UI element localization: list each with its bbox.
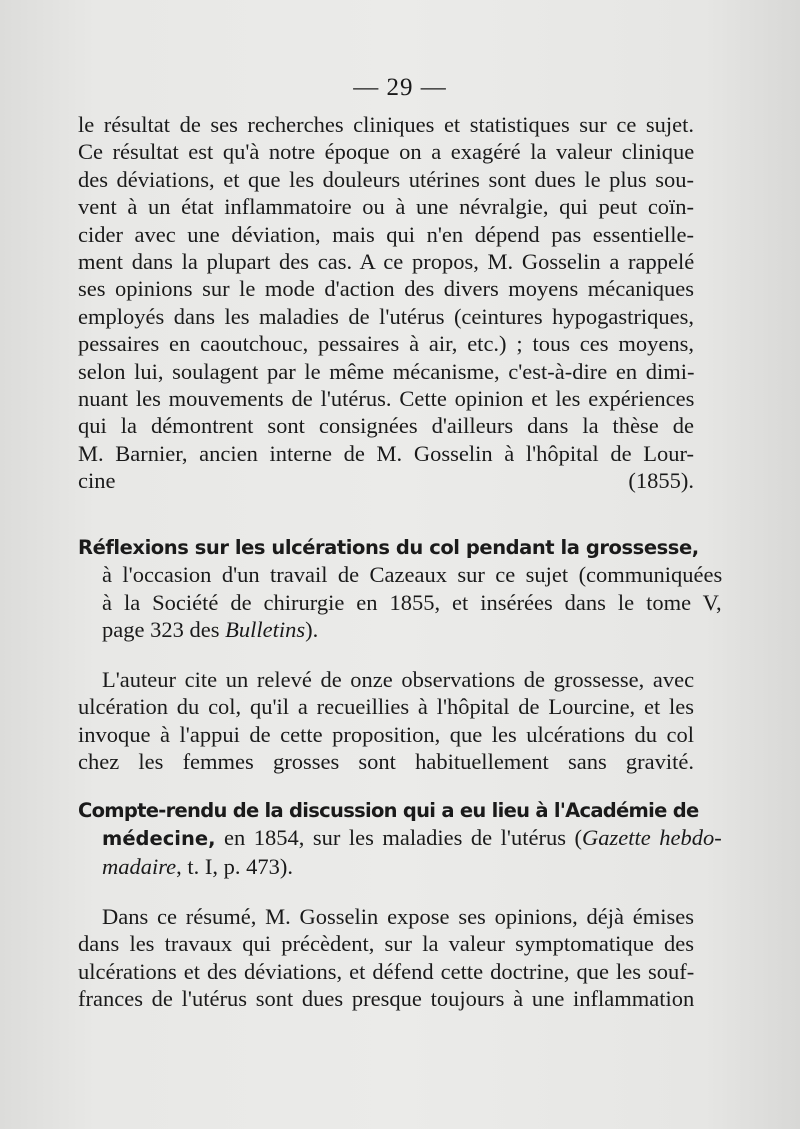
journal-title: madaire	[102, 853, 177, 879]
text-line	[102, 616, 698, 643]
text-line: invoque à l'appui de cette proposition, que les ulcérations du col	[78, 721, 695, 747]
text-line: vent à un état inflammatoire ou à une névralgie, qui peut coïn-	[78, 194, 695, 220]
text-line: frances de l'utérus sont dues presque toujours à une inflammation	[78, 986, 695, 1012]
paragraph-discussion	[78, 903, 694, 1013]
text-line: ulcérations et des déviations, et défend cette doctrine, que les souf-	[78, 958, 695, 984]
text-line: chez les femmes grosses sont habituellement sans gravité.	[78, 749, 694, 775]
text-fragment: , t. I, p. 473).	[176, 853, 294, 879]
paragraph-intro	[78, 111, 694, 495]
text-line: dans les travaux qui précèdent, sur la valeur symptomatique des	[78, 931, 694, 957]
text-line: L'auteur cite un relevé de onze observations de grossesse, avec	[102, 667, 695, 692]
text-line: qui la démontrent sont consignées d'ailleurs dans la thèse de	[78, 413, 694, 439]
text-line: nuant les mouvements de l'utérus. Cette opinion et les expériences	[78, 386, 695, 412]
text-line: employés dans les maladies de l'utérus (ceintures hypogastriques,	[78, 303, 694, 329]
text-line: des déviations, et que les douleurs utérines sont dues le plus sou-	[78, 166, 694, 192]
text-line	[102, 853, 698, 880]
section-reference	[78, 824, 722, 880]
text-line: à la Société de chirurgie en 1855, et insérées dans le tome V,	[102, 589, 722, 615]
text-fragment: ).	[305, 617, 319, 643]
text-line: à l'occasion d'un travail de Cazeaux sur ce sujet (communiquées	[102, 562, 723, 588]
text-line: pessaires en caoutchouc, pessaires à air, etc.) ; tous ces moyens,	[78, 331, 694, 357]
text-line: M. Barnier, ancien interne de M. Gosselin à l'hôpital de Lour-	[78, 440, 694, 466]
text-line: Ce résultat est qu'à notre époque on a exagéré la valeur clinique	[78, 139, 695, 165]
section-title-cont: médecine,	[102, 827, 216, 851]
text-fragment: page 323 des	[102, 617, 226, 643]
text-line: le résultat de ses recherches cliniques et statistiques sur ce sujet.	[78, 112, 694, 137]
text-line: cine (1855).	[78, 468, 694, 494]
text-fragment: en 1854, sur les maladies de l'utérus (	[215, 825, 582, 851]
journal-title: Gazette hebdo-	[581, 825, 722, 851]
section-title: Réflexions sur les ulcérations du col pendant la grossesse,	[78, 536, 699, 559]
page-number: — 29 —	[353, 74, 447, 101]
text-line	[102, 824, 722, 852]
text-line: ment dans la plupart des cas. A ce propos, M. Gosselin a rappelé	[78, 249, 695, 275]
journal-title: Bulletins	[225, 617, 306, 643]
text-line: selon lui, soulagent par le même mécanisme, c'est-à-dire en dimi-	[78, 358, 695, 384]
text-line: ulcération du col, qu'il a recueillies à l'hôpital de Lourcine, et les	[78, 694, 695, 720]
text-line: cider avec une déviation, mais qui n'en dépend pas essentielle-	[78, 221, 694, 247]
section-ulcerations	[78, 534, 723, 644]
text-line: Dans ce résumé, M. Gosselin expose ses opinions, déjà émises	[102, 904, 694, 929]
section-title: Compte-rendu de la discussion qui a eu lieu à l'Académie de	[78, 799, 699, 822]
section-discussion	[78, 797, 722, 880]
text-line: ses opinions sur le mode d'action des divers moyens mécaniques	[78, 276, 694, 302]
section-reference	[78, 561, 723, 643]
paragraph-ulcerations	[78, 666, 694, 776]
